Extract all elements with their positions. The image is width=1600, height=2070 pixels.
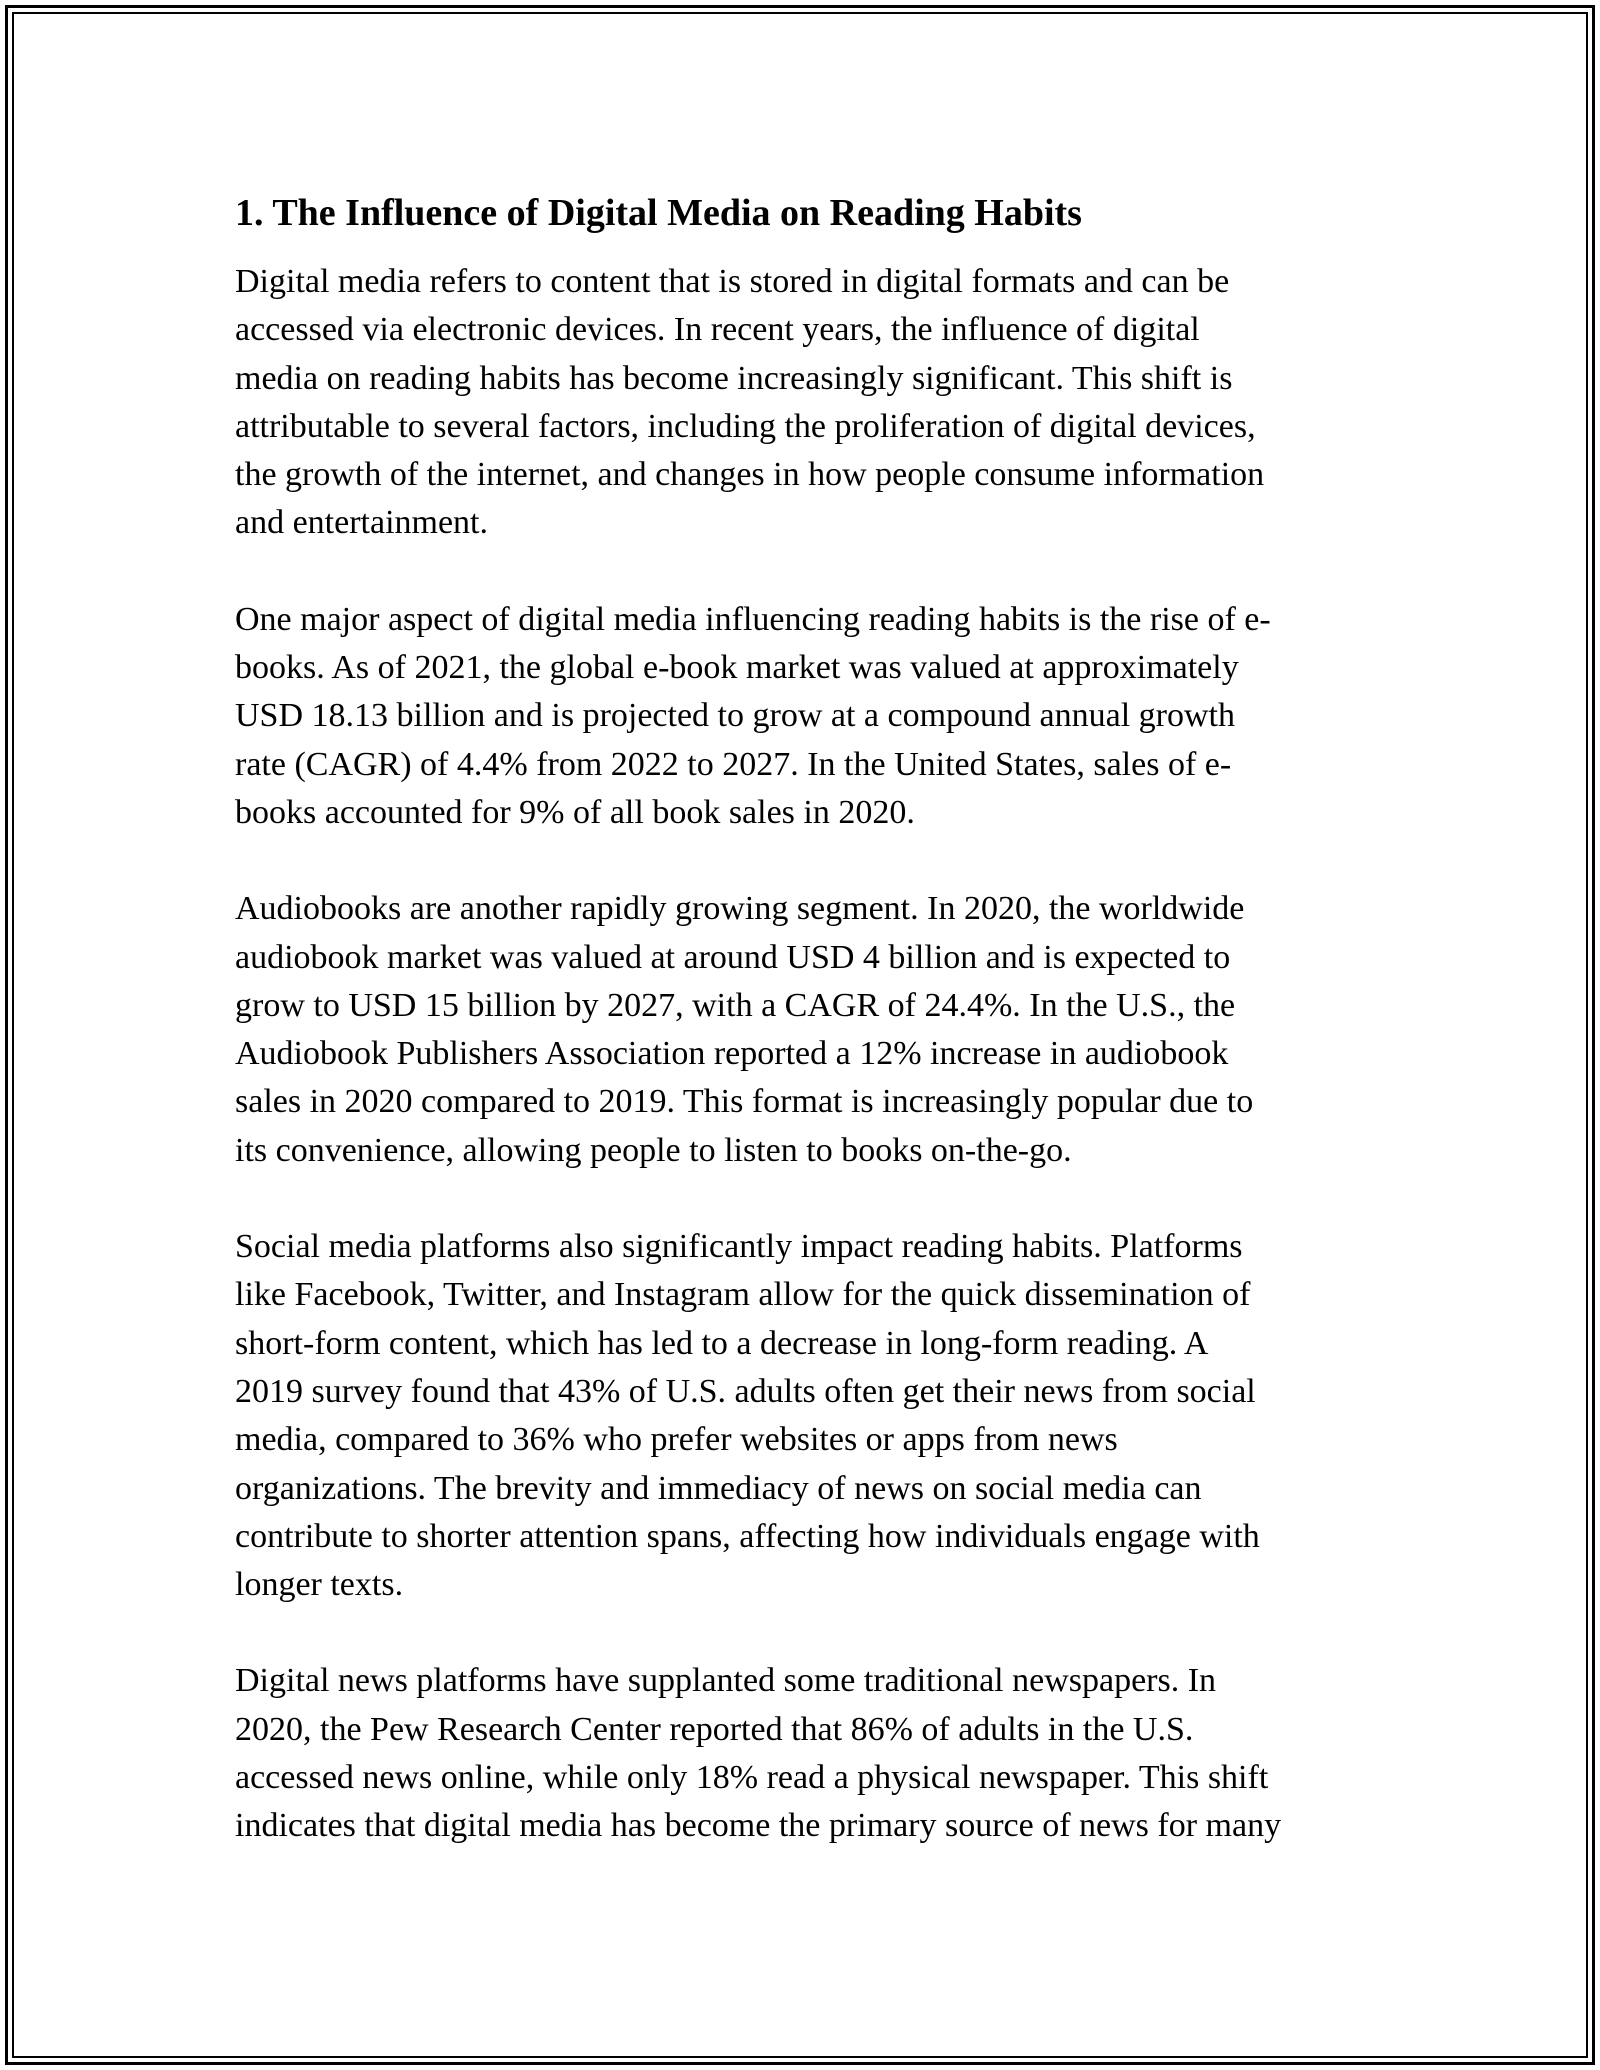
paragraph-line: USD 18.13 billion and is projected to grow at a compound annual growth [235, 697, 1235, 735]
paragraph-line: longer texts. [235, 1566, 404, 1604]
paragraph-line: One major aspect of digital media influencing reading habits is the rise of e- [235, 600, 1271, 638]
paragraph-line: books. As of 2021, the global e-book market was valued at approximately [235, 649, 1239, 687]
paragraph-line: short-form content, which has led to a decrease in long-form reading. A [235, 1324, 1209, 1362]
paragraph-line: like Facebook, Twitter, and Instagram allow for the quick dissemination of [235, 1276, 1251, 1314]
paragraph-line: indicates that digital media has become the primary source of news for many [235, 1807, 1282, 1845]
body-paragraph [235, 596, 1365, 837]
section-heading: 1. The Influence of Digital Media on Reading Habits [235, 192, 1082, 234]
paragraph-line: audiobook market was valued at around USD 4 billion and is expected to [235, 938, 1231, 976]
paragraph-line: contribute to shorter attention spans, affecting how individuals engage with [235, 1517, 1260, 1555]
body-paragraph [235, 1657, 1365, 1850]
paragraph-line: the growth of the internet, and changes in how people consume information [235, 456, 1265, 494]
paragraph-line: Audiobooks are another rapidly growing segment. In 2020, the worldwide [235, 890, 1245, 928]
paragraph-line: media, compared to 36% who prefer websites or apps from news [235, 1421, 1118, 1459]
paragraph-line: media on reading habits has become increasingly significant. This shift is [235, 359, 1233, 397]
paragraph-line: Digital news platforms have supplanted some traditional newspapers. In [235, 1662, 1217, 1700]
paragraph-line: Digital media refers to content that is stored in digital formats and can be [235, 263, 1230, 300]
paragraph-line: books accounted for 9% of all book sales in 2020. [235, 793, 915, 831]
paragraph-line: rate (CAGR) of 4.4% from 2022 to 2027. In the United States, sales of e- [235, 745, 1232, 783]
paragraph-line: 2020, the Pew Research Center reported that 86% of adults in the U.S. [235, 1710, 1194, 1748]
paragraph-list [235, 258, 1365, 1851]
paragraph-line: accessed news online, while only 18% read a physical newspaper. This shift [235, 1759, 1269, 1797]
paragraph-line: Social media platforms also significantly impact reading habits. Platforms [235, 1228, 1243, 1266]
paragraph-line: grow to USD 15 billion by 2027, with a CAGR of 24.4%. In the U.S., the [235, 986, 1236, 1024]
body-paragraph [235, 885, 1365, 1175]
paragraph-line: its convenience, allowing people to listen to books on-the-go. [235, 1131, 1072, 1169]
paragraph-line: organizations. The brevity and immediacy of news on social media can [235, 1469, 1202, 1507]
body-paragraph [235, 1223, 1365, 1609]
paragraph-line: attributable to several factors, including the proliferation of digital devices, [235, 407, 1256, 445]
paragraph-line: Audiobook Publishers Association reported a 12% increase in audiobook [235, 1035, 1229, 1073]
paragraph-line: accessed via electronic devices. In recent years, the influence of digital [235, 311, 1200, 349]
paragraph-line: 2019 survey found that 43% of U.S. adults often get their news from social [235, 1372, 1256, 1410]
paragraph-line: and entertainment. [235, 504, 489, 542]
document-body [235, 186, 1365, 1899]
body-paragraph [235, 258, 1365, 548]
paragraph-line: sales in 2020 compared to 2019. This format is increasingly popular due to [235, 1083, 1254, 1121]
